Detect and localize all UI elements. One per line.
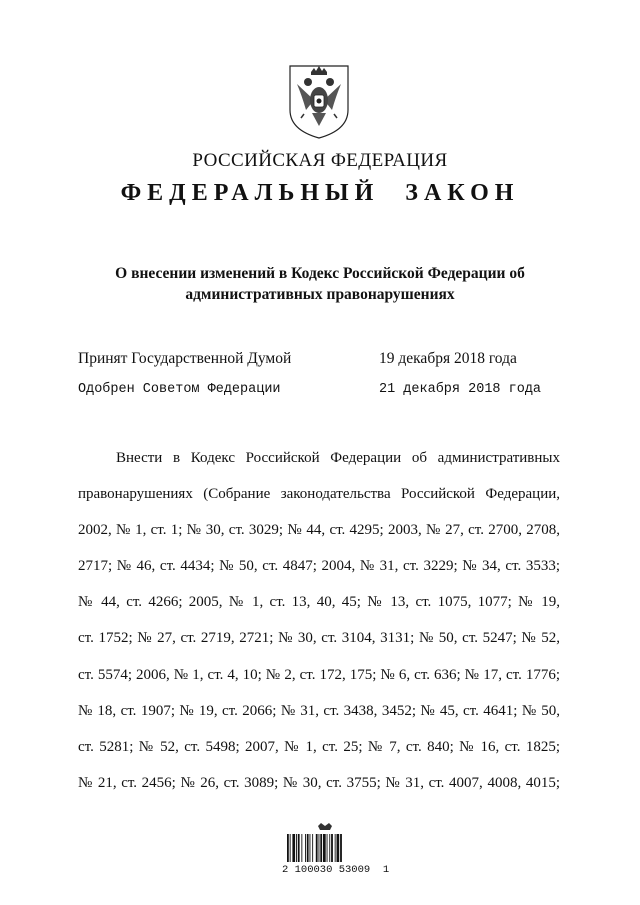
body-line: ст. 1752; № 27, ст. 2719, 2721; № 30, ст. 3104, 3131; № 50, ст. 5247; № 52,	[78, 630, 560, 647]
body-line: ст. 5281; № 52, ст. 5498; 2007, № 1, ст. 25; № 7, ст. 840; № 16, ст. 1825;	[78, 738, 560, 755]
body-line: № 21, ст. 2456; № 26, ст. 3089; № 30, ст. 3755; № 31, ст. 4007, 4008, 4015;	[78, 774, 560, 791]
body-line: № 44, ст. 4266; 2005, № 1, ст. 13, 40, 45; № 13, ст. 1075, 1077; № 19,	[78, 594, 560, 611]
body-line: 2717; № 46, ст. 4434; № 50, ст. 4847; 2004, № 31, ст. 3229; № 34, ст. 3533;	[78, 558, 560, 575]
duma-adoption-row	[78, 350, 558, 368]
coat-of-arms-icon	[284, 60, 354, 140]
law-title	[110, 263, 530, 305]
body-line: № 18, ст. 1907; № 19, ст. 2066; № 31, ст. 3438, 3452; № 45, ст. 4641; № 50,	[78, 702, 560, 719]
council-approval-row	[78, 382, 558, 397]
law-title-line: административных правонарушениях	[185, 286, 455, 303]
country-name: РОССИЙСКАЯ ФЕДЕРАЦИЯ	[192, 150, 448, 171]
law-title-line: О внесении изменений в Кодекс Российской Федерации об	[115, 265, 525, 282]
body-line: Внести в Кодекс Российской Федерации об административных	[116, 450, 560, 466]
barcode-number: 2 100030 53009 1	[282, 864, 390, 876]
duma-date: 19 декабря 2018 года	[379, 350, 517, 367]
council-date: 21 декабря 2018 года	[379, 382, 542, 397]
body-line: правонарушениях (Собрание законодательства Российской Федерации,	[78, 486, 560, 503]
body-paragraph	[78, 440, 560, 801]
body-line: 2002, № 1, ст. 1; № 30, ст. 3029; № 44, ст. 4295; 2003, № 27, ст. 2700, 2708,	[78, 522, 560, 539]
body-line: ст. 5574; 2006, № 1, ст. 4, 10; № 2, ст. 172, 175; № 6, ст. 636; № 17, ст. 1776;	[78, 666, 560, 683]
duma-label: Принят Государственной Думой	[78, 350, 292, 367]
document-type: ФЕДЕРАЛЬНЫЙ ЗАКОН	[120, 180, 520, 206]
council-label: Одобрен Советом Федерации	[78, 382, 281, 397]
